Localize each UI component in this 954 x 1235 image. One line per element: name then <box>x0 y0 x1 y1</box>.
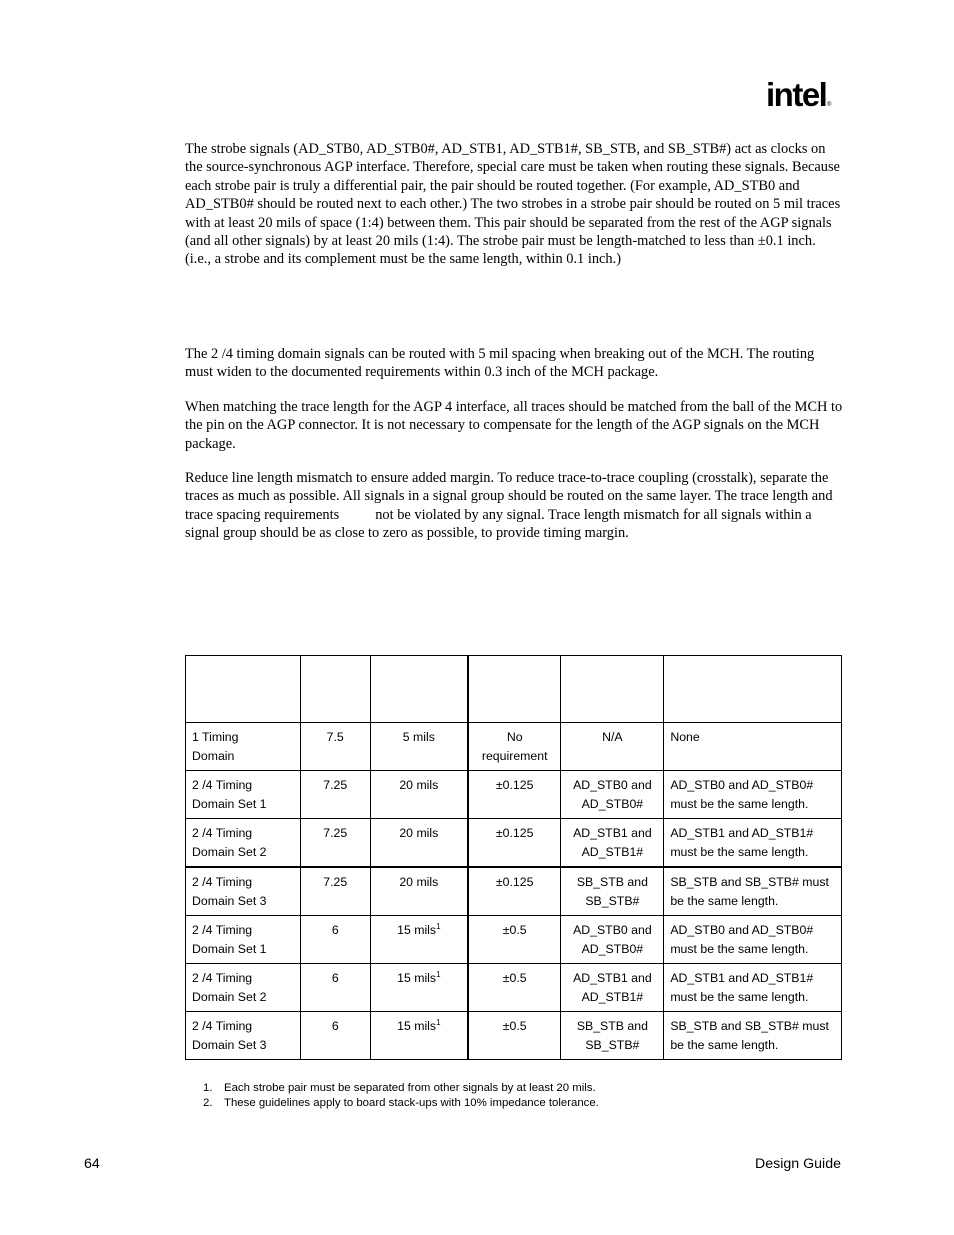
trace-spacing-cell <box>370 964 468 1012</box>
strobe-signals-paragraph: The strobe signals (AD_STB0, AD_STB0#, AD_STB1, AD_STB1#, SB_STB, and SB_STB#) act as clocks on the source-synchronous AGP interface. Therefore, special care must be taken when routing these signals. Because each strobe pair is truly a differential pair, the pair should be routed together. (For example, AD_STB0 and AD_STB0# should be routed next to each other.) The two strobes in a strobe pair should be routed on 5 mil traces with at least 20 mils of space (1:4) between them. This pair should be separated from the rest of the AGP signals (and all other signals) by at least 20 mils (1:4). The strobe pair must be length-matched to less than ±0.1 inch. (i.e., a strobe and its complement must be the same length, within 0.1 inch.) <box>185 141 841 268</box>
header-cell <box>186 656 301 723</box>
relative-line: AD_STB0# <box>581 796 644 811</box>
notes-cell <box>664 819 842 868</box>
table-row <box>186 771 842 819</box>
length-matching-paragraph: When matching the trace length for the AGP 4 interface, all traces should be matched from the ball of the MCH to the pin on the AGP connector. It is not necessary to compensate for the length of the AGP signals on the MCH package. <box>185 399 843 452</box>
mismatch-line: No <box>506 730 523 744</box>
notes-cell <box>664 771 842 819</box>
mismatch-line: ±0.125 <box>495 875 534 889</box>
trace-spacing: 20 mils <box>399 875 439 889</box>
signal-group-cell <box>186 867 301 916</box>
group-line: Domain Set 3 <box>192 893 267 908</box>
relative-to-cell <box>561 916 664 964</box>
header-cell <box>664 656 842 723</box>
notes-line: must be the same length. <box>670 941 809 956</box>
header-cell <box>561 656 664 723</box>
group-line: Domain <box>192 748 235 763</box>
notes-line: must be the same length. <box>670 796 809 811</box>
registered-mark: ® <box>827 102 832 108</box>
relative-line: AD_STB0 and <box>573 923 652 937</box>
relative-line: AD_STB0 and <box>573 778 652 792</box>
header-cell <box>370 656 468 723</box>
group-line: Domain Set 1 <box>192 796 267 811</box>
group-line: 1 Timing <box>192 730 239 744</box>
signal-group-cell <box>186 723 301 771</box>
max-length-cell <box>300 1012 370 1060</box>
footnote: 2. These guidelines apply to board stack-ups with 10% impedance tolerance. <box>203 1096 599 1109</box>
relative-line: SB_STB and <box>576 875 648 889</box>
relative-line: AD_STB1# <box>581 844 644 859</box>
footnote-text: These guidelines apply to board stack-ups with 10% impedance tolerance. <box>224 1096 599 1109</box>
trace-spacing-cell <box>370 867 468 916</box>
notes-line: AD_STB1 and AD_STB1# <box>670 971 814 985</box>
spacing-footnote-ref: 1 <box>436 1018 441 1027</box>
signal-group-cell <box>186 964 301 1012</box>
trace-spacing: 20 mils <box>399 778 439 792</box>
max-length: 6 <box>331 1019 339 1033</box>
signal-group-cell <box>186 916 301 964</box>
trace-spacing-cell <box>370 723 468 771</box>
group-line: Domain Set 3 <box>192 1037 267 1052</box>
table-header-row <box>186 656 842 723</box>
trace-spacing: 5 mils <box>402 730 435 744</box>
intel-logo-text: intel <box>766 76 827 113</box>
trace-spacing: 15 mils <box>397 971 437 985</box>
mismatch-line: ±0.5 <box>502 1019 527 1033</box>
length-mismatch-cell <box>468 771 561 819</box>
relative-line: AD_STB1 and <box>573 971 652 985</box>
length-mismatch-cell <box>468 723 561 771</box>
group-line: 2 /4 Timing <box>192 1019 253 1033</box>
trace-spacing: 15 mils <box>397 1019 437 1033</box>
intel-logo <box>766 74 836 114</box>
mismatch-line: ±0.125 <box>495 826 534 840</box>
notes-line: must be the same length. <box>670 989 809 1004</box>
notes-cell <box>664 964 842 1012</box>
trace-spacing-cell <box>370 916 468 964</box>
notes-line: be the same length. <box>670 893 779 908</box>
relative-to-cell <box>561 1012 664 1060</box>
page-number: 64 <box>84 1156 100 1172</box>
max-length: 7.25 <box>323 826 348 840</box>
spacing-footnote-ref: 1 <box>436 922 441 931</box>
max-length-cell <box>300 916 370 964</box>
notes-line: AD_STB1 and AD_STB1# <box>670 826 814 840</box>
max-length-cell <box>300 819 370 868</box>
notes-line: be the same length. <box>670 1037 779 1052</box>
document-title: Design Guide <box>755 1156 841 1172</box>
max-length: 7.25 <box>323 778 348 792</box>
relative-line: SB_STB and <box>576 1019 648 1033</box>
length-mismatch-cell <box>468 819 561 868</box>
group-line: 2 /4 Timing <box>192 923 253 937</box>
table-row <box>186 964 842 1012</box>
signal-group-cell <box>186 819 301 868</box>
max-length-cell <box>300 964 370 1012</box>
length-mismatch-cell <box>468 867 561 916</box>
relative-line: AD_STB1# <box>581 989 644 1004</box>
breakout-paragraph: The 2 /4 timing domain signals can be routed with 5 mil spacing when breaking out of the MCH. The routing must widen to the documented requirements within 0.3 inch of the MCH package. <box>185 346 815 381</box>
max-length: 7.5 <box>326 730 344 744</box>
group-line: 2 /4 Timing <box>192 778 253 792</box>
relative-to-cell <box>561 723 664 771</box>
footnote: 1. Each strobe pair must be separated from other signals by at least 20 mils. <box>203 1082 596 1094</box>
notes-cell <box>664 723 842 771</box>
footnote-text: Each strobe pair must be separated from other signals by at least 20 mils. <box>224 1082 596 1094</box>
mismatch-line: requirement <box>481 748 548 763</box>
table-footnotes <box>203 1081 599 1110</box>
notes-line: must be the same length. <box>670 844 809 859</box>
group-line: 2 /4 Timing <box>192 826 253 840</box>
notes-cell <box>664 867 842 916</box>
notes-line: AD_STB0 and AD_STB0# <box>670 923 814 937</box>
relative-line: SB_STB# <box>585 893 640 908</box>
max-length-cell <box>300 771 370 819</box>
relative-to-cell <box>561 867 664 916</box>
notes-cell <box>664 916 842 964</box>
trace-spacing-cell <box>370 1012 468 1060</box>
mismatch-line: ±0.5 <box>502 923 527 937</box>
trace-spacing: 15 mils <box>397 923 437 937</box>
notes-line: None <box>670 730 700 744</box>
relative-line: N/A <box>602 730 623 744</box>
mismatch-paragraph: Reduce line length mismatch to ensure added margin. To reduce trace-to-trace coupling (crosstalk), separate the traces as much as possible. All signals in a signal group should be routed on the same layer. The trace length and trace spacing requirements not be violated by any signal. Trace length mismatch for all signals within a signal group should be as close to zero as possible, to provide timing margin. <box>185 470 837 542</box>
table-row <box>186 723 842 771</box>
length-mismatch-cell <box>468 916 561 964</box>
table-row <box>186 867 842 916</box>
table-row <box>186 1012 842 1060</box>
max-length-cell <box>300 867 370 916</box>
trace-spacing: 20 mils <box>399 826 439 840</box>
spacing-footnote-ref: 1 <box>436 970 441 979</box>
max-length: 6 <box>331 971 339 985</box>
relative-to-cell <box>561 819 664 868</box>
notes-line: SB_STB and SB_STB# must <box>670 875 829 889</box>
signal-group-cell <box>186 771 301 819</box>
group-line: Domain Set 2 <box>192 989 267 1004</box>
notes-line: SB_STB and SB_STB# must <box>670 1019 829 1033</box>
relative-to-cell <box>561 771 664 819</box>
length-mismatch-cell <box>468 1012 561 1060</box>
group-line: 2 /4 Timing <box>192 875 253 889</box>
agp-routing-table <box>185 655 842 1060</box>
max-length: 6 <box>331 923 339 937</box>
max-length: 7.25 <box>323 875 348 889</box>
group-line: Domain Set 1 <box>192 941 267 956</box>
table-row <box>186 819 842 868</box>
trace-spacing-cell <box>370 819 468 868</box>
relative-line: AD_STB0# <box>581 941 644 956</box>
table-row <box>186 916 842 964</box>
max-length-cell <box>300 723 370 771</box>
length-mismatch-cell <box>468 964 561 1012</box>
trace-spacing-cell <box>370 771 468 819</box>
relative-to-cell <box>561 964 664 1012</box>
relative-line: AD_STB1 and <box>573 826 652 840</box>
relative-line: SB_STB# <box>585 1037 640 1052</box>
notes-line: AD_STB0 and AD_STB0# <box>670 778 814 792</box>
mismatch-line: ±0.125 <box>495 778 534 792</box>
header-cell <box>300 656 370 723</box>
group-line: 2 /4 Timing <box>192 971 253 985</box>
header-cell <box>468 656 561 723</box>
mismatch-line: ±0.5 <box>502 971 527 985</box>
group-line: Domain Set 2 <box>192 844 267 859</box>
notes-cell <box>664 1012 842 1060</box>
signal-group-cell <box>186 1012 301 1060</box>
